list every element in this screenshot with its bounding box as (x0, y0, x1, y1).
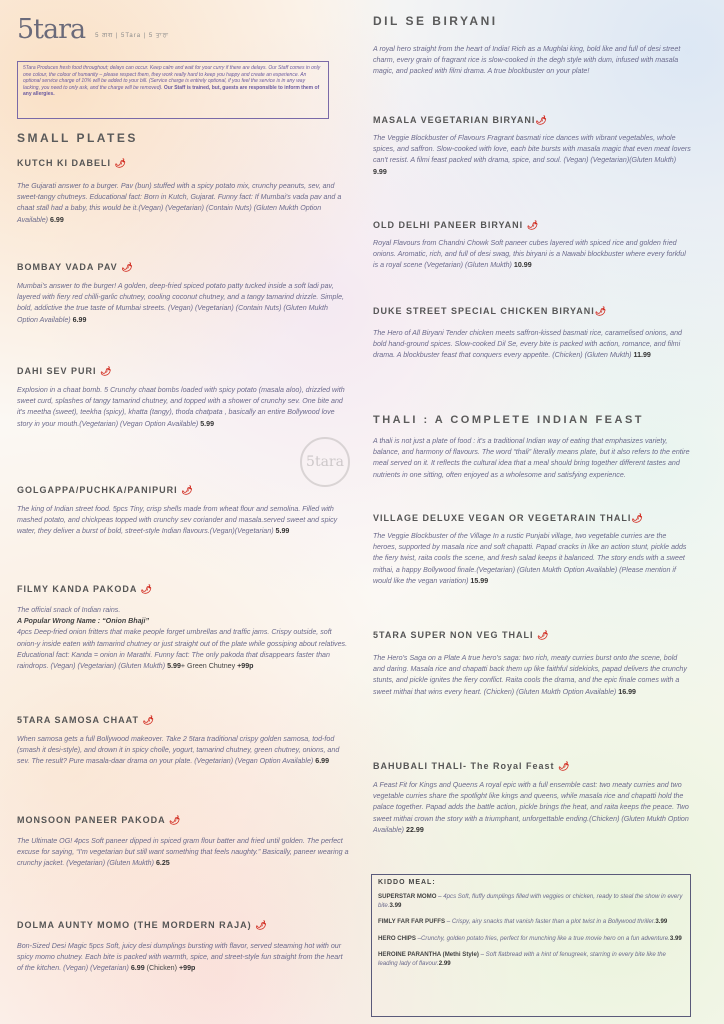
chili-icon: 🌶 (558, 761, 571, 771)
small-plates-title: SMALL PLATES (17, 131, 138, 145)
item-name: 5TARA SAMOSA CHAAT (17, 715, 139, 725)
item-extra: (Chicken) (146, 964, 177, 973)
menu-item (17, 715, 349, 768)
notice-text: 5Tara Produces fresh food throughout; delays can occur. Keep calm and wait for your curry if there are delays. Our Staff comes in only one colour, the colour of humanity – please respect them, they work really hard to keep you happy and create an experience. An optional service charge of 10% will be added to your bill. (Service charge is entirely optional, if you feel the service is in any way lacking, you need to only ask, and the charge will be removed). (23, 65, 321, 91)
kiddo-item-desc: – Soft flatbread with a hint of fenugreek, starring in every bite like the leading lady of flavour. (378, 950, 666, 968)
menu-item (373, 513, 691, 587)
item-desc: Explosion in a chaat bomb. 5 Crunchy chaat bombs loaded with spicy potato (masala aloo), drizzled with sweet curd, splashes of tangy tamarind chutney, and topped with a shower of crunchy sev. One bite and it's meetha (sweet), teekha (spicy), khatta (tangy), thoda chatpata , basically an entire Bollywood love story in your mouth.(Vegetarian) (Vegan Option Available) (17, 386, 345, 428)
kiddo-item-price: 2.99 (438, 960, 451, 968)
menu-item (17, 485, 349, 538)
chili-icon: 🌶 (255, 920, 268, 930)
item-desc: The Hero's Saga on a Plate A true hero's saga: two rich, meaty curries burst onto the scene, bold and daring. Masala rice and chapatti back them up like faithful sidekicks, papad delivers the crunchy stunts, and pickle ignites the fiery conflict. Raita cools the drama, and the epic finale comes with a sweet mithai that wins every heart. (Chicken) (Gluten Mukth Option Available) (373, 654, 687, 696)
item-name: BOMBAY VADA PAV (17, 262, 118, 272)
item-desc: Mumbai's answer to the burger! A golden, deep-fried spiced potato patty tucked inside a soft ladi pav, layered with fiery red chilli-garlic chutney, cooling coconut chutney, and a tangy tamarind drizzle. Simple, bold, addictive the true taste of Mumbai streets. (Vegan) (Vegetarian) (Contain Nuts) (Gluten Mukth Option Available) (17, 282, 344, 324)
item-desc: When samosa gets a full Bollywood makeover. Take 2 5tara traditional crispy golden samosa, tod-fod (smash it desi-style), and drown it in spicy cholle, yogurt, tamarind chutney, green chutney, onions, and sev. The result? Pure masala-daar drama on your plate. (Vegetarian) (Vegan Option Available) (17, 735, 340, 766)
item-desc: The Gujarati answer to a burger. Pav (bun) stuffed with a spicy potato mix, crunchy peanuts, sev, and sweet-tangy chutneys. Educational fact: Born in Kutch, Gujarat. Funny fact: If Mumbai's vada pav and a chaat stall had a baby, this would be it.(Vegan) (Vegetarian) (Contain Nuts) (Gluten Mukth Option Available) (17, 182, 342, 224)
kiddo-item-price: 3.99 (669, 934, 682, 942)
item-name: VILLAGE DELUXE VEGAN OR VEGETARAIN THALI (373, 513, 632, 523)
biryani-title: DIL SE BIRYANI (373, 14, 498, 28)
menu-item (373, 306, 691, 362)
item-price: 5.99 (200, 419, 215, 428)
kiddo-item-name: HERO CHIPS (378, 934, 416, 942)
kiddo-item (378, 917, 684, 926)
chili-icon: 🌶 (142, 715, 155, 725)
chili-icon: 🌶 (594, 306, 608, 316)
item-name: DAHI SEV PURI (17, 366, 97, 376)
menu-item (373, 761, 691, 836)
item-name: FILMY KANDA PAKODA (17, 584, 137, 594)
item-desc: The Hero of All Biryani Tender chicken meets saffron-kissed basmati rice, caramelised onions, and bold hand-ground spices. Slow-cooked Dil Se, every bite is packed with action, romance, and filmi drama. A blockbuster feast that conquers every appetite. (Chicken) (Gluten Mukth) (373, 329, 682, 360)
thali-title: THALI : A COMPLETE INDIAN FEAST (373, 414, 645, 426)
item-name: BAHUBALI THALI- The Royal Feast (373, 761, 555, 771)
kiddo-item (378, 950, 684, 968)
item-desc: A Feast Fit for Kings and Queens A royal epic with a full ensemble cast: two meaty curries and two vegetable curries share the spotlight like kings and queens, while masala rice and chapatti hold the palace together. Papad adds the battle action, pickle brings the heat, and raita keeps the peace. Two sweet mithai crown the story with a triumphant, unforgettable ending.(Chicken) (Gluten Mukth Option Available) (373, 781, 689, 834)
watermark-logo: 5tara (300, 437, 350, 487)
menu-item (17, 366, 349, 430)
chili-icon: 🌶 (181, 485, 194, 495)
kiddo-item (378, 934, 684, 943)
item-name: OLD DELHI PANEER BIRYANI (373, 220, 524, 230)
kiddo-item (378, 892, 684, 910)
chili-icon: 🌶 (121, 262, 134, 272)
menu-item (17, 815, 349, 870)
item-price: 6.99 (130, 964, 145, 973)
kiddo-item-price: 3.99 (389, 902, 402, 910)
item-desc: The Veggie Blockbuster of the Village In a rustic Punjabi village, two vegetable curries are the heroes, supported by masala rice and soft chapatti. Papad cracks in like an action stunt, pickle adds the fiery twist, raita cools the scene, and fresh salad keeps it balanced. The story ends with a sweet mithai, a happy Bollywood finale.(Vegetarian) (Gluten Mukth Option Available) (Please mention if would like the vegan variation) (373, 532, 687, 585)
menu-item (17, 262, 349, 326)
item-price: 9.99 (373, 167, 387, 176)
chili-icon: 🌶 (535, 115, 548, 125)
kiddo-item-name: SUPERSTAR MOMO (378, 893, 437, 900)
item-price: 11.99 (633, 351, 651, 360)
chili-icon: 🌶 (114, 158, 127, 168)
service-notice (17, 61, 329, 119)
item-subhead: A Popular Wrong Name : “Onion Bhaji” (17, 617, 150, 626)
item-price: 16.99 (618, 687, 637, 696)
menu-item (17, 158, 349, 226)
kiddo-item-name: HEROINE PARANTHA (Methi Style) (378, 950, 479, 958)
item-extra: + Green Chutney (180, 662, 236, 671)
item-name: MONSOON PANEER PAKODA (17, 815, 166, 825)
notice-allergy: Our Staff is trained, but, guests are responsible to inform them of any allergies. (23, 84, 320, 98)
kiddo-title: KIDDO MEAL: (378, 879, 436, 886)
kiddo-item-price: 3.99 (655, 918, 668, 926)
item-price: 6.99 (72, 315, 87, 324)
item-name: DUKE STREET SPECIAL CHICKEN BIRYANI (373, 306, 595, 316)
item-desc: The king of Indian street food. 5pcs Tiny, crisp shells made from wheat flour and semolina. Filled with mashed potato, and chickpeas topped with crunchy sev coriander and masala.served sweet and spicy water, they deliver a burst of bold, street-style Indian flavours.(Vegan)(Vegetarian) (17, 505, 338, 536)
item-price: 5.99 (167, 662, 181, 671)
item-name: GOLGAPPA/PUCHKA/PANIPURI (17, 485, 178, 495)
kiddo-item-desc: – Crispy, airy snacks that vanish faster than a plot twist in a Bollywood thriller. (445, 918, 656, 926)
logo (17, 14, 169, 45)
kiddo-item-name: FIMLY FAR FAR PUFFS (378, 918, 446, 926)
item-price: 6.99 (315, 757, 330, 766)
item-desc: Bon-Sized Desi Magic 5pcs Soft, juicy desi dumplings bursting with flavor, served steaming hot with our spicy momo chutney. Each bite is packed with warmth, spice, and street-style fun straight from the heart of the kitchen. (Vegan) (Vegetarian) (17, 942, 343, 973)
menu-item (373, 220, 691, 272)
item-desc-2: 4pcs Deep-fried onion fritters that make people forget umbrellas and traffic jams. Crispy outside, soft onion-y inside eaten with tamarind chutney or just straight out of the plate while gossiping about relatives. Educational fact: Kanda = onion in Marathi. Funny fact: The only pakoda that disappears faster than raindrops. (Vegan) (Vegetarian) (Gluten Mukth) (17, 628, 348, 671)
item-name: DOLMA AUNTY MOMO (THE MORDERN RAJA) (17, 920, 252, 930)
kiddo-meal-box (371, 874, 691, 1017)
chili-icon: 🌶 (100, 366, 113, 376)
chili-icon: 🌶 (140, 584, 153, 594)
logo-mark: 5tara (17, 14, 86, 45)
menu-item (17, 584, 349, 672)
chili-icon: 🌶 (537, 630, 550, 640)
item-price: 6.99 (50, 215, 64, 224)
menu-item (17, 920, 349, 975)
item-price: 22.99 (406, 825, 424, 834)
logo-tagline: 5 तारा | 5Tara | 5 ਤਾਰਾ (95, 33, 169, 39)
menu-item (373, 630, 691, 698)
item-price: 5.99 (275, 527, 290, 536)
item-desc: Royal Flavours from Chandni Chowk Soft paneer cubes layered with spiced rice and golden fried onions. Aromatic, rich, and full of desi swag, this biryani is a Nawabi blockbuster where every forkful is a royal scene (Vegetarian) (Gluten Mukth) (373, 239, 686, 270)
item-price: 15.99 (470, 576, 489, 585)
kiddo-item-desc: –Crunchy, golden potato fries, perfect for munching like a true movie hero on a fun adventure. (415, 934, 670, 942)
chili-icon: 🌶 (631, 513, 644, 523)
item-name: MASALA VEGETARIAN BIRYANI (373, 115, 536, 125)
chili-icon: 🌶 (168, 815, 182, 825)
thali-intro: A thali is not just a plate of food : it's a traditional Indian way of eating that emphasizes variety, balance, and harmony of flavours. The word “thali” literally means plate, but it also refers to the entire meal served on it. It reflects the cultural idea that a meal should bring together different tastes and nutrients in one sitting, often enjoyed as a wholesome and satisfying experience. (373, 437, 690, 479)
chili-icon: 🌶 (526, 220, 540, 230)
item-desc: The Veggie Blockbuster of Flavours Fragrant basmati rice dances with vibrant vegetables, whole spices, and saffron. Slow-cooked with love, each bite bursts with masala magic that even meat lovers can't resist. A filmi feast packed with drama, spice, and soul. (Vegan) (Vegetarian)(Gluten Mukth) (373, 134, 691, 165)
kiddo-item-desc: – 4pcs Soft, fluffy dumplings filled with veggies or chicken, ready to steal the show in every bite. (378, 893, 683, 910)
item-price: 10.99 (513, 261, 532, 270)
item-desc: The Ultimate OG! 4pcs Soft paneer dipped in spiced gram flour batter and fried until golden. The perfect excuse for saying, “I'm vegetarian but still want something that feels naughty.” Basically, paneer wearing a crunchy jacket. (Vegetarian) (Gluten Mukth) (17, 837, 349, 868)
item-name: 5TARA SUPER NON VEG THALI (373, 630, 534, 640)
item-price: 6.25 (155, 859, 170, 868)
item-name: KUTCH KI DABELI (17, 158, 111, 168)
item-extra-price: +99p (178, 964, 196, 973)
item-extra-price: +99p (237, 662, 254, 671)
item-desc: The official snack of Indian rains. (17, 606, 121, 614)
biryani-intro: A royal hero straight from the heart of India! Rich as a Mughlai king, bold like and full of desi street charm, every grain of fragrant rice is slow-cooked in the degh style with dum, infused with masala magic, and packed with filmi drama. A true blockbuster on your plate! (373, 45, 681, 76)
menu-item (373, 115, 691, 178)
